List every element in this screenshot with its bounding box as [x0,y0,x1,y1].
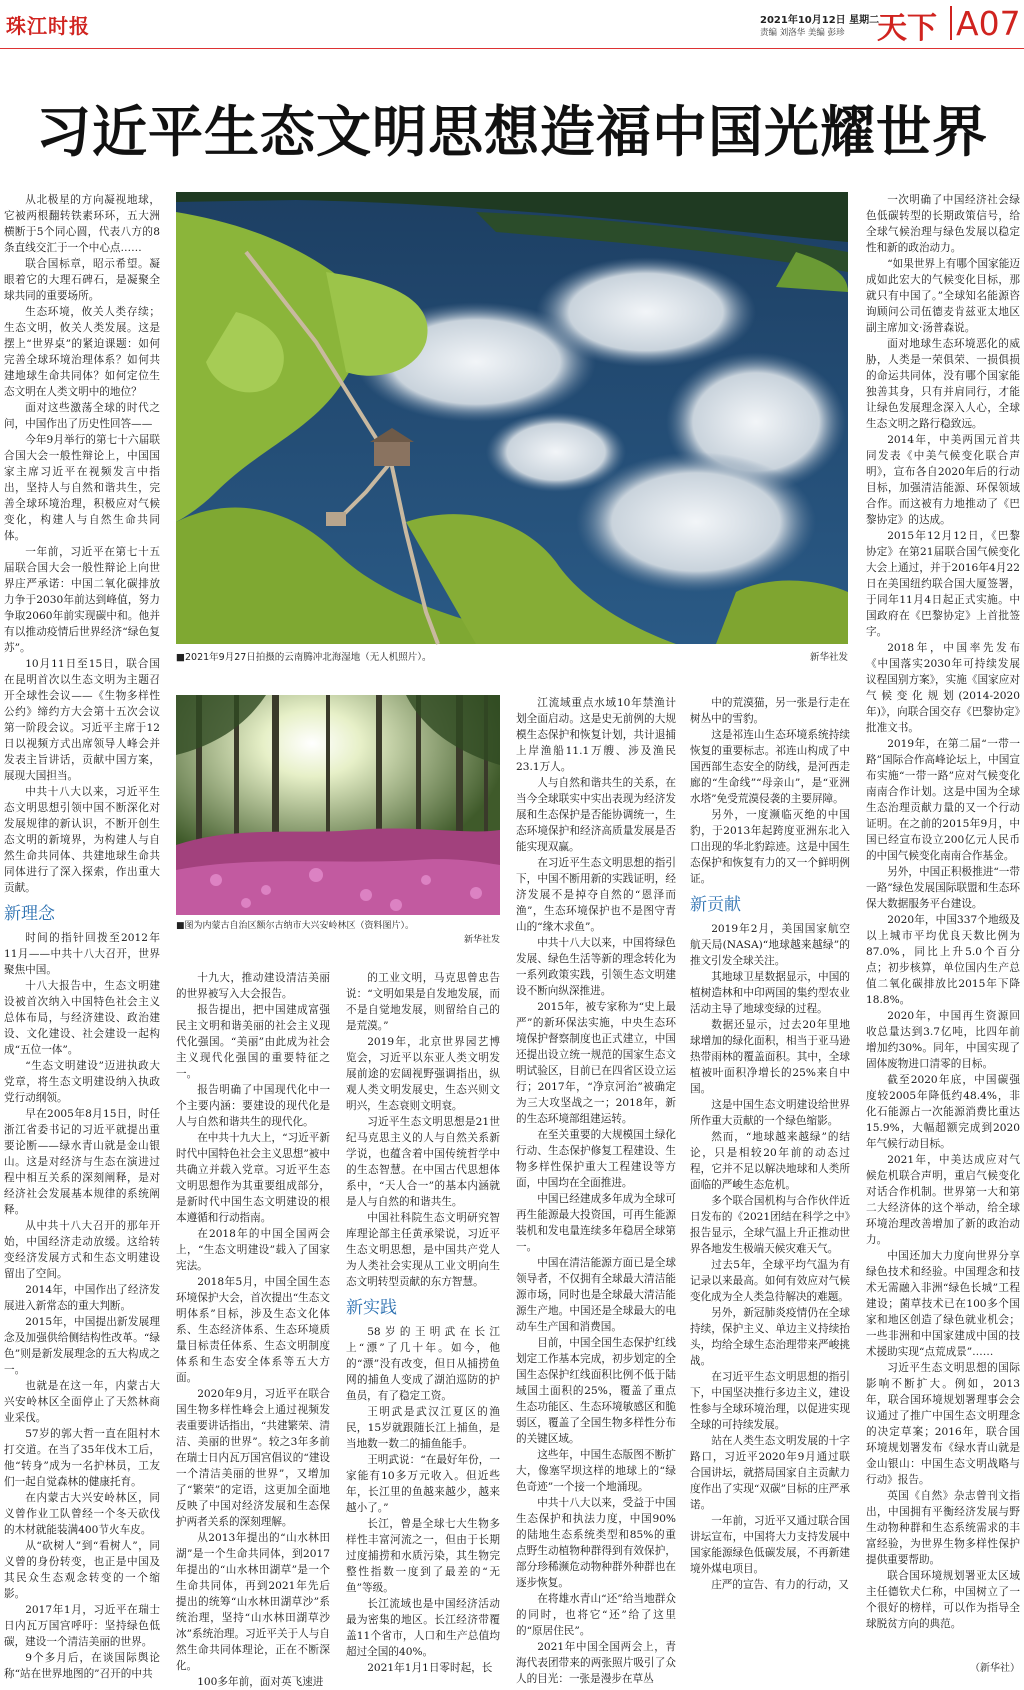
paragraph: 多个联合国机构与合作伙伴近日发布的《2021团结在科学之中》报告显示，全球气温上升正推动世界各地发生极端天候灾难天气。 [690,1195,850,1255]
paragraph: 57岁的郭大哲一直在阻村木打交道。在当了35年伐木工后，他“转身”成为一名护林员，工友们一起自觉森林的健康托育。 [4,1428,160,1488]
caption-text: ■2021年9月27日拍摄的云南腾冲北海湿地（无人机照片）。 [176,652,432,663]
paragraph: 另外，中国正积极推进“一带一路”绿色发展国际联盟和生态环保大数据服务平台建设。 [866,866,1020,910]
subhead-new-contribution: 新贡献 [690,895,741,915]
forest-photo-caption [176,919,500,947]
paragraph: 早在2005年8月15日，时任浙江省委书记的习近平就提出重要论断——绿水青山就是金山银山。这是对经济与生态在演进过程中相互关系的深刻阐释，是对经济社会发展基本规律的系统阐释。 [4,1108,160,1216]
paragraph: 过去5年，全球平均气温为有记录以来最高。如何有效应对气候变化成为全人类急待解决的难题。 [690,1259,850,1303]
paragraph: 2018年5月，中国全国生态环境保护大会，首次提出“生态文明体系”目标，涉及生态文化体系、生态经济体系、生态环境质量目标责任体系、生态文明制度体系和生态安全体系等五大方面。 [176,1276,330,1384]
paragraph: 2019年，在第二届“一带一路”国际合作高峰论坛上，中国宣布实施“一带一路”应对气候变化南南合作计划。这是中国为全球生态治理贡献力量的又一个行动证明。在之前的2015年9月，中国已经宣布设立200亿元人民币的中国气候变化南南合作基金。 [866,738,1020,862]
section-title: 天下 [877,11,937,46]
paragraph: 中国还加大力度向世界分享绿色技术和经验。中国理念和技术无需融入非洲“绿色长城”工程建设；菌草技术已在100多个国家和地区创造了绿色就业机会；一些非洲和中国家建成中国的技术援助实现“点荒成景”…… [866,1250,1020,1358]
paragraph: 从中共十八大召开的那年开始，中国经济走动放缓。这给转变经济发展方式和生态文明建设留出了空间。 [4,1220,160,1280]
paragraph: 长江，曾是全球七大生物多样性丰富河流之一，但由于长期过度捕捞和水质污染，其生物完整性指数一度到了最差的“无鱼”等级。 [346,1518,500,1594]
paragraph: 面对这些激荡全球的时代之问，中国作出了历史性回答—— [4,402,160,430]
paragraph: 2015年，被专家称为“史上最严”的新环保法实施，中央生态环境保护督察制度也正式建立，中国还提出设立统一规范的国家生态文明试验区，目前已在四省区设立运行；2017年，“净京河治”被确定为三大攻坚战之一；2018年，新的生态环境部组建运转。 [516,1001,676,1125]
headline: 习近平生态文明思想造福中国光耀世界 [35,100,988,164]
paragraph: 2020年，中国337个地级及以上城市平均优良天数比例为87.0%，同比上升5.0个百分点；初步核算，单位国内生产总值二氧化碳排放比2015年下降18.8%。 [866,914,1020,1006]
paragraph: 2021年中国全国两会上，青海代表团带来的两张照片吸引了众人的目光：一张是漫步在草丛 [516,1641,676,1685]
paragraph: 2019年2月，美国国家航空航天局(NASA)“地球越来越绿”的推文引发全球关注。 [690,923,850,967]
column-5-paragraphs [690,695,850,887]
paragraph: 从“砍树人”到“看树人”，同义曾的身份转变，也正是中国及其民众生态观念转变的一个缩影。 [4,1540,160,1600]
paragraph: 这是祁连山生态环境系统持续恢复的重要标志。祁连山构成了中国西部生态安全的防线，是河西走廊的“生命线”“母亲山”，是“亚洲水塔”免受荒漠侵袭的主要屏障。 [690,729,850,805]
paragraph: 庄严的宣告、有力的行动，又 [711,1579,849,1591]
paragraph: 十九大，推动建设清洁美丽的世界被写入大会报告。 [176,972,330,1000]
paragraph: 另外，新冠肺炎疫情仍在全球持续，保护主义、单边主义持续抬头，均给全球生态治理带来严峻挑战。 [690,1307,850,1367]
editors-line: 责编 刘洛华 美编 彭珍 [760,28,845,38]
paragraph: 另外，一度濒临灭绝的中国豹，于2013年起跨度亚洲东北入口出现的华北豹踪迹。这是中国生态保护和恢复有力的又一个鲜明例证。 [690,809,850,885]
page-number: A07 [956,4,1021,43]
paragraph: 2017年1月，习近平在瑞士日内瓦万国宫呼吁：坚持绿色低碳，建设一个清洁美丽的世界。 [4,1604,160,1648]
paragraph: 58岁的王明武在长江上“漂”了几十年。如今，他的“漂”没有改变，但日从捕捞鱼网的捕鱼人变成了湖泊巡防的护鱼员，有了稳定工资。 [346,1326,500,1402]
paragraph: 一年前，习近平又通过联合国讲坛宣布，中国将大力支持发展中国家能源绿色低碳发展，不再新建境外煤电项目。 [690,1515,850,1575]
paragraph: 10月11日至15日，联合国在昆明首次以生态文明为主题召开全球性会议——《生物多样性公约》缔约方大会第十五次会议第一阶段会议。习近平主席于12日以视频方式出席领导人峰会并发表主旨讲话，贡献中国方案，展现大国担当。 [4,658,160,782]
subhead-new-practice: 新实践 [346,1298,397,1318]
paragraph: 在习近平生态文明思想的指引下，中国坚决推行多边主义，建设性参与全球环境治理，以促进实现全球的可持续发展。 [690,1371,850,1431]
column-2-paragraphs [176,970,330,1690]
paragraph: 生态环境，攸关人类存续；生态文明，攸关人类发展。这是摆上“世界桌”的紧迫课题：如何完善全球环境治理体系？如何共建地球生命共同体？如何定位生态文明在人类文明中的地位？ [4,306,160,398]
paragraph: 一次明确了中国经济社会绿色低碳转型的长期政策信号，给全球气候治理与绿色发展以稳定性和新的政治动力。 [866,194,1020,254]
article-column-2 [176,970,330,1688]
paragraph: 习近平生态文明思想的国际影响不断扩大。例如，2013年，联合国环境规划署理事会会议通过了推广中国生态文明理念的决定草案；2016年，联合国环境规划署发布《绿水青山就是金山银山：中国生态文明战略与行动》报告。 [866,1362,1020,1486]
paragraph: 也就是在这一年，内蒙古大兴安岭林区全面停止了天然林商业采伐。 [4,1380,160,1424]
paragraph: 2018年，中国率先发布《中国落实2030年可持续发展议程国别方案》，实施《国家应对气候变化规划(2014-2020年)》，向联合国交存《巴黎协定》批准文书。 [866,642,1020,734]
paragraph: 2015年12月12日，《巴黎协定》在第21届联合国气候变化大会上通过，并于2016年4月22日在美国纽约联合国大厦签署，于同年11月4日起正式实施。中国政府在《巴黎协定》上首批签字。 [866,530,1020,638]
paragraph: 2021年，中美达成应对气候危机联合声明，重启气候变化对话合作机制。世界第一大和第二大经济体的这个举动，给全球环境治理改善增加了新的政治动力。 [866,1154,1020,1246]
caption-text: ■图为内蒙古自治区额尔古纳市大兴安岭林区（资料图片）。 [176,921,415,931]
paragraph: 长江流域也是中国经济活动最为密集的地区。长江经济带覆盖11个省市，人口和生产总值均超过全国的40%。 [346,1598,500,1658]
article-credit: （新华社） [970,1663,1020,1674]
wetland-photo-caption [176,651,848,665]
paragraph: 从2013年提出的“山水林田湖”是一个生命共同体，到2017年提出的“山水林田湖草”是一个生命共同体，再到2021年先后提出的统筹“山水林田湖草沙”系统治理，坚持“山水林田湖草沙冰”系统治理。习近平关于人与自然生命共同体理论，正在不断深化。 [176,1532,330,1672]
paragraph: 在将雄水青山“还”给当地群众的同时，也将它“还”给了这里的“原居住民”。 [516,1593,676,1637]
paragraph: 联合国标章，昭示希望。凝眼着它的大理石碑石，是凝聚全球共同的重要场所。 [4,258,160,302]
paragraph: 时间的指针回拨至2012年11月——中共十八大召开，世界聚焦中国。 [4,932,160,976]
paragraph: 报告提出，把中国建成富强民主文明和谐美丽的社会主义现代化强国。“美丽”由此成为社会主义现代化强国的重要特征之一。 [176,1004,330,1080]
column-4-paragraphs [516,695,676,1687]
paragraph: 然而，“地球越来越绿”的结论，只是相较20年前的动态过程，它并不足以解决地球和人类所面临的严峻生态危机。 [690,1131,850,1191]
column-6-paragraphs [866,192,1020,1632]
issue-date: 2021年10月12日 星期二 [760,15,880,26]
paragraph: 在2018年的中国全国两会上，“生态文明建设”载入了国家宪法。 [176,1228,330,1272]
paragraph: 王明武是武汉江夏区的渔民，15岁就跟随长江上捕鱼，是当地数一数二的捕鱼能手。 [346,1406,500,1450]
paragraph: 今年9月举行的第七十六届联合国大会一般性辩论上，中国国家主席习近平在视频发言中指出，坚持人与自然和谐共生，完善全球环境治理，积极应对气候变化，构建人与自然生命共同体。 [4,434,160,542]
article-column-4 [516,695,676,1685]
paragraph: 十八大报告中，生态文明建设被首次纳入中国特色社会主义总体布局，与经济建设、政治建设、文化建设、社会建设一起构成“五位一体”。 [4,980,160,1056]
article-column-1 [4,192,160,1678]
paragraph: 在内蒙古大兴安岭林区，同义曾作业工队曾经一个冬天砍伐的木材就能装满400节火车皮。 [4,1492,160,1536]
paragraph: 报告明确了中国现代化中一个主要内涵：要建设的现代化是人与自然和谐共生的现代化。 [176,1084,330,1128]
paragraph: 这些年，中国生态版图不断扩大，像塞罕坝这样的地球上的“绿色奇迹”一个接一个地涌现。 [516,1449,676,1493]
paragraph: 联合国环境规划署亚太区域主任德钦犬仁称，中国树立了一个很好的榜样，可以作为指导全球脱贫方向的典范。 [866,1570,1020,1630]
paragraph: 9个多月后，在谈国际舆论称“站在世界地图的”召开的中共 [4,1652,160,1680]
masthead [0,0,1024,49]
paragraph: 人与自然和谐共生的关系，在当今全球联实中实出表现为经济发展和生态保护是否能协调统一，生态环境保护和经济高质量发展是否能实现双赢。 [516,777,676,853]
paragraph: 站在人类生态文明发展的十字路口，习近平2020年9月通过联合国讲坛，就搭局国家自主贡献力度作出了实现“双碳”目标的庄严承诺。 [690,1435,850,1511]
column-1-paragraphs-2 [4,930,160,1682]
paragraph: 这是中国生态文明建设给世界所作重大贡献的一个绿色缩影。 [690,1099,850,1127]
paragraph: 在中共十九大上，“习近平新时代中国特色社会主义思想”被中共确立并载入党章。习近平生态文明思想作为其重要组成部分，是新时代中国生态文明建设的根本遵循和行动指南。 [176,1132,330,1224]
wetland-photo-graphic [176,192,848,644]
photo-credit: 新华社发 [463,935,500,945]
column-1-paragraphs [4,192,160,896]
paragraph: 习近平生态文明思想是21世纪马克思主义的人与自然关系新学说，也蕴含着中国传统哲学中的生态智慧。在中国古代思想体系中，“天人合一”的基本内涵就是人与自然的和谐共生。 [346,1116,500,1208]
paragraph: 王明武说：“在最好年份，一家能有10多万元收入。但近些年，长江里的鱼越来越少，越来越小了。” [346,1454,500,1514]
paragraph: 江流域重点水域10年禁渔计划全面启动。这是史无前例的大规模生态保护和恢复计划，共计退捕上岸渔船11.1万艘、涉及渔民23.1万人。 [516,697,676,773]
paragraph: 中国在清洁能源方面已是全球领导者，不仅拥有全球最大清洁能源市场，同时也是全球最大清洁能源生产地。中国还是全球最大的电动车生产国和消费国。 [516,1257,676,1333]
paragraph: 2014年，中国作出了经济发展进入新常态的重大判断。 [4,1284,160,1312]
paragraph: 其地球卫星数据显示，中国的植树造林和中印两国的集约型农业活动主导了地球变绿的过程。 [690,971,850,1015]
paragraph: 在至关重要的大规模国土绿化行动、生态保护修复工程建设、生物多样性保护重大工程建设等方面，中国均在全面推进。 [516,1129,676,1189]
paragraph: 2020年9月，习近平在联合国生物多样性峰会上通过视频发表重要讲话指出，“共建繁荣、清洁、美丽的世界”。较之3年多前在瑞士日内瓦万国宫倡议的“建设一个清洁美丽的世界”，又增加了“繁荣”的定语，这更加全面地反映了中国对经济发展和生态保护两者关系的深刻理解。 [176,1388,330,1528]
paragraph: 英国《自然》杂志曾刊文指出，中国拥有平衡经济发展与野生动物种群和生态系统需求的丰富经验，为世界生物多样性保护提供重要帮助。 [866,1490,1020,1566]
paragraph: 在习近平生态文明思想的指引下，中国不断用新的实践证明，经济发展不是掉夺自然的“恩泽而渔”，生态环境保护也不是图守青山的“缘木求鱼”。 [516,857,676,933]
column-3-paragraphs-2 [346,1324,500,1676]
paragraph: 数据还显示，过去20年里地球增加的绿化面积，相当于亚马逊热带雨林的覆盖面积。其中，全球植被叶面积净增长的25%来自中国。 [690,1019,850,1095]
article-column-6 [866,192,1020,1662]
paragraph: 的工业文明，马克思曾忠告说：“文明如果是自发地发展，而不是自觉地发展，则留给自己的是荒漠。” [346,972,500,1032]
section-divider [950,6,952,40]
wetland-aerial-photo [176,192,848,644]
paragraph: 目前，中国全国生态保护红线划定工作基本完成，初步划定的全国生态保护红线面积比例不低于陆域国土面积的25%，覆盖了重点生态功能区、生态环境敏感区和脆弱区，覆盖了全国生物多样性分布的关键区域。 [516,1337,676,1445]
photo-credit: 新华社发 [809,652,848,663]
column-5-paragraphs-2 [690,921,850,1593]
column-3-paragraphs [346,970,500,1290]
paragraph: 100多年前，面对英飞速进 [197,1676,324,1688]
paragraph: 截至2020年底，中国碳强度较2005年降低约48.4%，非化石能源占一次能源消费比重达15.9%，大幅超额完成到2020年气候行动目标。 [866,1074,1020,1150]
paragraph: 中共十八大以来，习近平生态文明思想引领中国不断深化对发展规律的新认识，不断开创生态文明的新境界，为构建人与自然生命共同体、共建地球生命共同体进行了深入探索，作出重大贡献。 [4,786,160,894]
article-column-3 [346,970,500,1678]
paragraph: 2021年1月1日零时起，长 [367,1662,493,1674]
paragraph: 中国社科院生态文明研究智库理论部主任黄承梁说，习近平生态文明思想，是中国共产党人为人类社会实现从工业文明向生态文明转型贡献的东方智慧。 [346,1212,500,1288]
paragraph: 中的荒漠猫，另一张是行走在树丛中的雪豹。 [690,697,850,725]
newspaper-logo: 珠江时报 [6,14,90,38]
subhead-new-concept: 新理念 [4,904,55,924]
paragraph: 面对地球生态环境恶化的威胁，人类是一荣俱荣、一损俱损的命运共同体，没有哪个国家能独善其身，只有并肩同行，才能让绿色发展理念深入人心，全球生态文明之路行稳致远。 [866,338,1020,430]
paragraph: 2015年，中国提出新发展理念及加强供给侧结构性改革。“绿色”则是新发展理念的五大构成之一。 [4,1316,160,1376]
paragraph: 中共十八大以来，中国将绿色发展、绿色生活等新的理念转化为一系列政策实践，引领生态文明建设不断向纵深推进。 [516,937,676,997]
paragraph: “如果世界上有哪个国家能迈成如此宏大的气候变化目标，那就只有中国了。”全球知名能源咨询顾问公司伍德麦肯兹亚太地区副主席加文·汤普森说。 [866,258,1020,334]
forest-photo [176,695,500,915]
paragraph: 2020年，中国再生资源回收总量达到3.7亿吨，比四年前增加约30%。同年，中国实现了固体废物进口清零的目标。 [866,1010,1020,1070]
paragraph: 2019年，北京世界园艺博览会，习近平以东亚人类文明发展前途的宏阔视野强调指出，纵观人类文明发展史，生态兴则文明兴，生态衰则文明衰。 [346,1036,500,1112]
paragraph: 中共十八大以来，受益于中国生态保护和执法力度，中国90%的陆地生态系统类型和85%的重点野生动植物种群得到有效保护，部分珍稀濒危动物种群外种群也在逐步恢复。 [516,1497,676,1589]
paragraph: 从北极星的方向凝视地球，它被两根翻转铁素环环，五大洲横断于5个同心圆，代表八方的8条直线交汇于一个中心点…… [4,194,160,254]
forest-photo-graphic [176,695,500,915]
paragraph: 一年前，习近平在第七十五届联合国大会一般性辩论上向世界庄严承诺：中国二氧化碳排放力争于2030年前达到峰值，努力争取2060年前实现碳中和。他并有以推动疫情后世界经济“绿色复苏”。 [4,546,160,654]
paragraph: 2014年，中美两国元首共同发表《中美气候变化联合声明》，宣布各自2020年后的行动目标，加强清洁能源、环保领域合作。而这被有力地推动了《巴黎协定》的达成。 [866,434,1020,526]
paragraph: “生态文明建设”迈进执政大党章，将生态文明建设纳入执政党行动纲领。 [4,1060,160,1104]
paragraph: 中国已经建成多年成为全球可再生能源最大投资国，可再生能源装机和发电量连续多年稳居全球第一。 [516,1193,676,1253]
article-column-5 [690,695,850,1678]
